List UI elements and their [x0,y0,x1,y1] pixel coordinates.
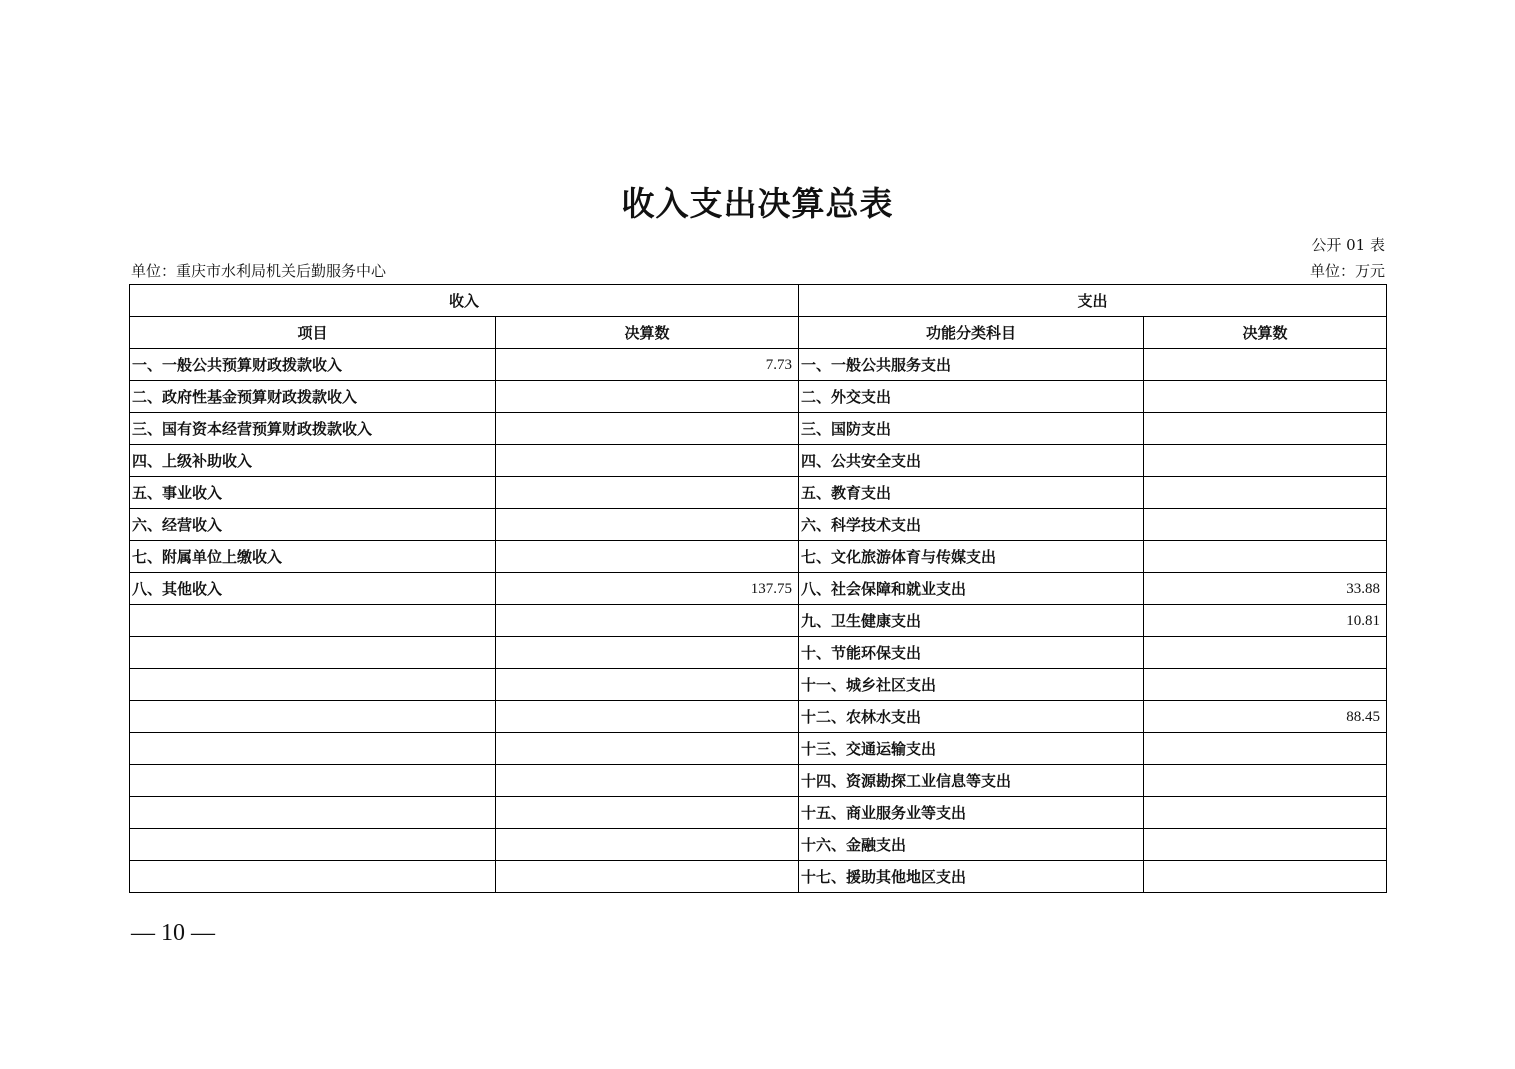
table-row [130,413,1387,445]
expense-amount-cell: 10.81 [1144,605,1387,637]
expense-item-cell: 十、节能环保支出 [799,637,1144,669]
expense-item-cell: 五、教育支出 [799,477,1144,509]
expense-item-cell: 三、国防支出 [799,413,1144,445]
income-amount-cell [496,477,799,509]
table-row [130,541,1387,573]
income-amount-cell [496,701,799,733]
expense-header: 支出 [799,285,1387,317]
income-amount-cell [496,605,799,637]
income-amount-cell [496,541,799,573]
income-item-cell [130,669,496,701]
expense-item-cell: 四、公共安全支出 [799,445,1144,477]
income-amount-cell [496,765,799,797]
income-item-cell [130,861,496,893]
expense-amount-cell [1144,669,1387,701]
table-row [130,573,1387,605]
unit-organization: 单位：重庆市水利局机关后勤服务中心 [131,262,387,280]
expense-amount-cell [1144,477,1387,509]
income-header: 收入 [130,285,799,317]
table-row [130,349,1387,381]
income-item-cell: 五、事业收入 [130,477,496,509]
expense-item-cell: 九、卫生健康支出 [799,605,1144,637]
expense-item-cell: 八、社会保障和就业支出 [799,573,1144,605]
income-item-cell [130,733,496,765]
table-row [130,861,1387,893]
expense-item-cell: 十三、交通运输支出 [799,733,1144,765]
column-header-income-amount: 决算数 [496,317,799,349]
expense-amount-cell [1144,733,1387,765]
table-row [130,733,1387,765]
income-item-cell: 七、附属单位上缴收入 [130,541,496,573]
column-header-item: 项目 [130,317,496,349]
expense-amount-cell [1144,861,1387,893]
table-row [130,509,1387,541]
expense-amount-cell [1144,381,1387,413]
expense-item-cell: 六、科学技术支出 [799,509,1144,541]
expense-item-cell: 十二、农林水支出 [799,701,1144,733]
income-amount-cell: 7.73 [496,349,799,381]
income-item-cell: 二、政府性基金预算财政拨款收入 [130,381,496,413]
page-number: — 10 — [131,920,215,946]
table-row [130,829,1387,861]
income-item-cell [130,637,496,669]
expense-amount-cell [1144,797,1387,829]
expense-amount-cell [1144,349,1387,381]
expense-item-cell: 二、外交支出 [799,381,1144,413]
income-item-cell [130,765,496,797]
expense-amount-cell [1144,829,1387,861]
form-number: 公开 01 表 [1311,236,1385,254]
page-title: 收入支出决算总表 [621,184,894,223]
expense-item-cell: 一、一般公共服务支出 [799,349,1144,381]
expense-item-cell: 十四、资源勘探工业信息等支出 [799,765,1144,797]
expense-amount-cell [1144,509,1387,541]
expense-item-cell: 十七、援助其他地区支出 [799,861,1144,893]
income-item-cell [130,797,496,829]
income-amount-cell [496,445,799,477]
table-body [130,285,1387,893]
income-expense-table [129,284,1387,893]
table-row [130,605,1387,637]
expense-amount-cell [1144,445,1387,477]
expense-item-cell: 七、文化旅游体育与传媒支出 [799,541,1144,573]
income-item-cell: 六、经营收入 [130,509,496,541]
income-amount-cell [496,669,799,701]
income-item-cell: 一、一般公共预算财政拨款收入 [130,349,496,381]
expense-amount-cell [1144,637,1387,669]
income-item-cell: 八、其他收入 [130,573,496,605]
expense-amount-cell: 33.88 [1144,573,1387,605]
expense-item-cell: 十一、城乡社区支出 [799,669,1144,701]
income-amount-cell [496,797,799,829]
table-row [130,701,1387,733]
unit-currency: 单位：万元 [1309,262,1385,280]
income-item-cell [130,829,496,861]
income-item-cell [130,701,496,733]
column-header-function-subject: 功能分类科目 [799,317,1144,349]
column-header-expense-amount: 决算数 [1144,317,1387,349]
table-row [130,797,1387,829]
table-header-row-columns [130,317,1387,349]
expense-amount-cell [1144,413,1387,445]
income-item-cell: 三、国有资本经营预算财政拨款收入 [130,413,496,445]
table-row [130,669,1387,701]
expense-item-cell: 十六、金融支出 [799,829,1144,861]
table-row [130,477,1387,509]
table-row [130,445,1387,477]
table-row [130,381,1387,413]
expense-amount-cell [1144,765,1387,797]
table-row [130,637,1387,669]
expense-item-cell: 十五、商业服务业等支出 [799,797,1144,829]
table-row [130,765,1387,797]
income-amount-cell [496,733,799,765]
income-amount-cell [496,637,799,669]
expense-amount-cell [1144,541,1387,573]
table-header-row-group [130,285,1387,317]
expense-amount-cell: 88.45 [1144,701,1387,733]
income-amount-cell: 137.75 [496,573,799,605]
income-amount-cell [496,413,799,445]
income-amount-cell [496,381,799,413]
income-amount-cell [496,829,799,861]
income-amount-cell [496,861,799,893]
income-item-cell [130,605,496,637]
income-amount-cell [496,509,799,541]
income-item-cell: 四、上级补助收入 [130,445,496,477]
